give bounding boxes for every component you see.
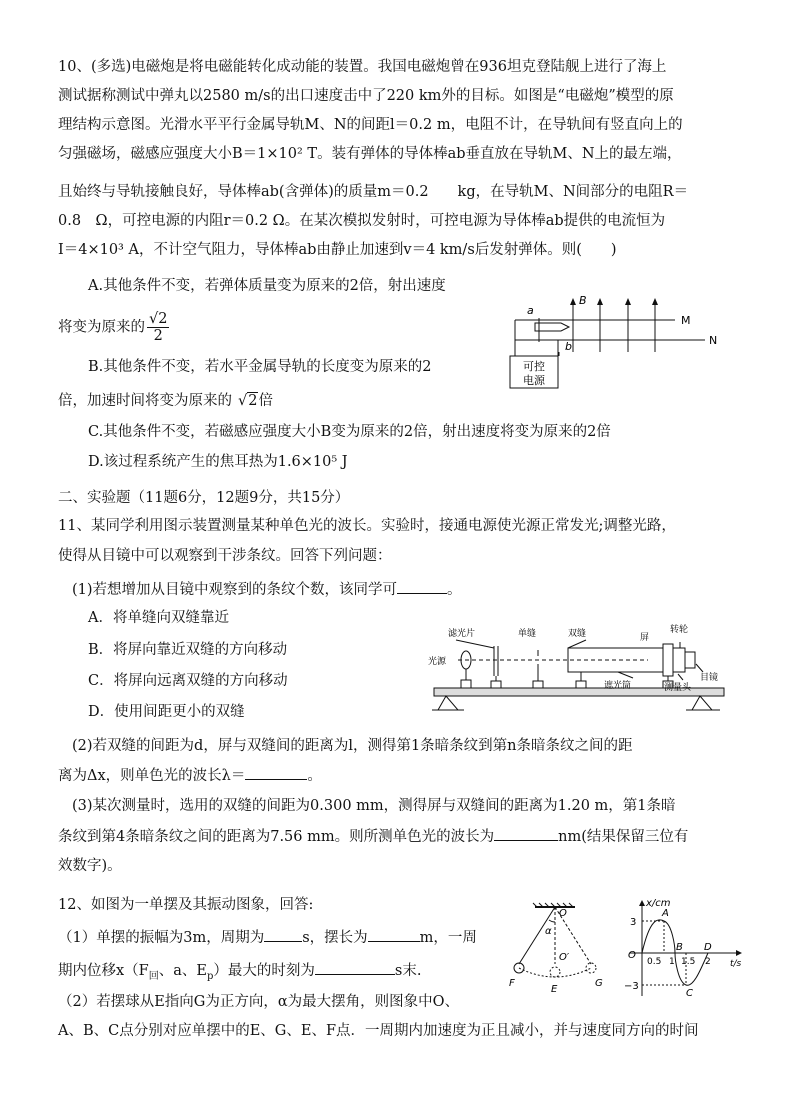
pendulum-label-F: F xyxy=(509,978,515,989)
railgun-label-b: b xyxy=(565,340,572,353)
apparatus-label-filter: 滤光片 xyxy=(448,629,476,639)
q11-option-c: C．将屏向远离双缝的方向移动 xyxy=(88,673,288,689)
q11-line-2: 使得从目镜中可以观察到干涉条纹。回答下列问题： xyxy=(58,548,392,564)
q12-part-2-line1: （2）若摆球从E指向G为正方向，α为最大摆角，则图象中O、 xyxy=(58,994,460,1010)
q10-line-3: 理结构示意图。光滑水平平行金属导轨M、N的间距l＝0.2 m，电阻不计，在导轨间有竖直向上的 xyxy=(58,117,683,133)
q10-line-1: 10、(多选)电磁炮是将电磁能转化成动能的装置。我国电磁炮曾在936坦克登陆舰上进行了海上 xyxy=(58,59,667,75)
q11-answer-blank-3[interactable] xyxy=(494,826,558,841)
q12-part-2-line2: A、B、C点分别对应单摆中的E、G、E、F点．一周期内加速度为正且减小，并与速度同方向的时间 xyxy=(58,1023,699,1039)
graph-tick-2: 2 xyxy=(705,957,711,967)
apparatus-label-source: 光源 xyxy=(428,657,447,667)
q11-option-b: B．将屏向靠近双缝的方向移动 xyxy=(88,642,288,658)
q11-part-3-line1: (3)某次测量时，选用的双缝的间距为0.300 mm，测得屏与双缝间的距离为1.20 m，第1条暗 xyxy=(72,798,676,814)
pendulum-diagram xyxy=(505,902,615,1002)
apparatus-label-double-slit: 双缝 xyxy=(568,629,587,639)
pendulum-label-alpha: α xyxy=(545,926,552,937)
q10-option-b-line1: B.其他条件不变，若水平金属导轨的长度变为原来的2 xyxy=(88,359,432,375)
graph-tick-1-5: 1.5 xyxy=(681,957,696,967)
q10-line-4: 匀强磁场，磁感应强度大小B＝1×10² T。装有弹体的导体棒ab垂直放在导轨M、N上的最左端， xyxy=(58,146,682,162)
graph-ylabel: x/cm xyxy=(646,898,671,909)
q10-line-5: 且始终与导轨接触良好，导体棒ab(含弹体)的质量m＝0.2 kg，在导轨M、N间部分的电阻R＝ xyxy=(58,184,689,200)
q11-answer-blank-2[interactable] xyxy=(245,765,307,780)
q11-option-d: D．使用间距更小的双缝 xyxy=(88,704,245,720)
oscillation-graph xyxy=(620,896,750,1000)
pendulum-label-G: G xyxy=(595,978,603,989)
apparatus-label-wheel: 转轮 xyxy=(670,625,689,635)
railgun-label-N: N xyxy=(709,334,718,347)
graph-point-A: A xyxy=(662,908,669,919)
q12-line-1: 12、如图为一单摆及其振动图象，回答: xyxy=(58,897,314,913)
q11-option-a: A．将单缝向双缝靠近 xyxy=(88,610,229,626)
q10-option-a-text: 将变为原来的 xyxy=(58,319,145,336)
graph-xlabel: t/s xyxy=(730,959,742,969)
graph-point-C: C xyxy=(686,988,693,999)
q10-option-b-radicand: 2 xyxy=(248,393,258,409)
q10-option-d: D.该过程系统产生的焦耳热为1.6×10⁵ J xyxy=(88,454,348,470)
apparatus-label-tube: 遮光筒 xyxy=(604,681,632,691)
q10-line-2: 测试据称测试中弹丸以2580 m/s的出口速度击中了220 km外的目标。如图是“电磁炮”模型的原 xyxy=(58,88,674,104)
q11-part-3-line2: 条纹到第4条暗条纹之间的距离为7.56 mm。则所测单色光的波长为 nm(结果保留三位有 xyxy=(58,826,688,847)
q12-answer-blank-period[interactable] xyxy=(264,927,302,942)
q12-part-1-line2: 期内位移$x(F_回$、a、$E_p$）最大的时刻为 s末. xyxy=(58,960,421,987)
q10-option-b-line2: 倍，加速时间将变为原来的 √2倍 xyxy=(58,393,273,409)
q11-part-2-line1: (2)若双缝的间距为d，屏与双缝间的距离为l，测得第1条暗条纹到第n条暗条纹之间的距 xyxy=(72,738,633,754)
q11-part-3-line3: 效数字)。 xyxy=(58,858,122,874)
railgun-source-label-1: 可控 xyxy=(523,360,545,373)
q10-option-c: C.其他条件不变，若磁感应强度大小B变为原来的2倍，射出速度将变为原来的2倍 xyxy=(88,424,611,440)
q10-line-7: I＝4×10³ A，不计空气阻力，导体棒ab由静止加速到v＝4 km/s后发射弹体。则( ) xyxy=(58,242,617,258)
graph-point-D: D xyxy=(704,942,712,953)
q11-part-1: (1)若想增加从目镜中观察到的条纹个数，该同学可 。 xyxy=(72,579,462,600)
railgun-source-label-2: 电源 xyxy=(523,374,545,387)
q10-option-a-line1: A.其他条件不变，若弹体质量变为原来的2倍，射出速度 xyxy=(88,278,446,294)
graph-tick-minus-3: −3 xyxy=(624,981,639,992)
q10-option-a-line2 xyxy=(58,311,169,344)
q11-line-1: 11、某同学利用图示装置测量某种单色光的波长。实验时，接通电源使光源正常发光;调整光路， xyxy=(58,518,676,534)
q10-line-6: 0.8 Ω，可控电源的内阻r＝0.2 Ω。在某次模拟发射时，可控电源为导体棒ab提供的电流恒为 xyxy=(58,213,666,229)
apparatus-label-screen: 屏 xyxy=(640,633,650,643)
section-2-heading: 二、实验题（11题6分，12题9分，共15分） xyxy=(58,490,350,506)
apparatus-label-single-slit: 单缝 xyxy=(518,629,537,639)
q12-answer-blank-time[interactable] xyxy=(315,960,395,975)
graph-tick-3: 3 xyxy=(630,917,637,928)
pendulum-label-O-prime: O′ xyxy=(559,952,570,963)
q12-part-1-line1: （1）单摆的振幅为3m，周期为 s，摆长为 m，一周 xyxy=(58,927,477,948)
graph-tick-0-5: 0.5 xyxy=(647,957,662,967)
apparatus-label-head: 测量头 xyxy=(664,683,692,693)
pendulum-label-O: O xyxy=(559,908,567,919)
q12-answer-blank-length[interactable] xyxy=(368,927,420,942)
railgun-label-a: a xyxy=(527,304,534,317)
q11-answer-blank-1[interactable] xyxy=(397,579,447,594)
graph-tick-1: 1 xyxy=(669,957,675,967)
railgun-diagram xyxy=(505,290,735,390)
apparatus-label-eyepiece: 目镜 xyxy=(700,673,719,683)
railgun-label-M: M xyxy=(681,314,691,327)
graph-origin-label: O xyxy=(628,950,636,961)
q10-option-a-fraction: $\frac{√2}{2}$ xyxy=(149,311,168,344)
pendulum-label-E: E xyxy=(551,984,558,995)
railgun-label-B: B xyxy=(579,294,587,307)
graph-point-B: B xyxy=(676,942,683,953)
double-slit-apparatus-diagram xyxy=(428,618,733,726)
q11-part-2-line2: 离为Δx，则单色光的波长λ＝ 。 xyxy=(58,765,322,786)
